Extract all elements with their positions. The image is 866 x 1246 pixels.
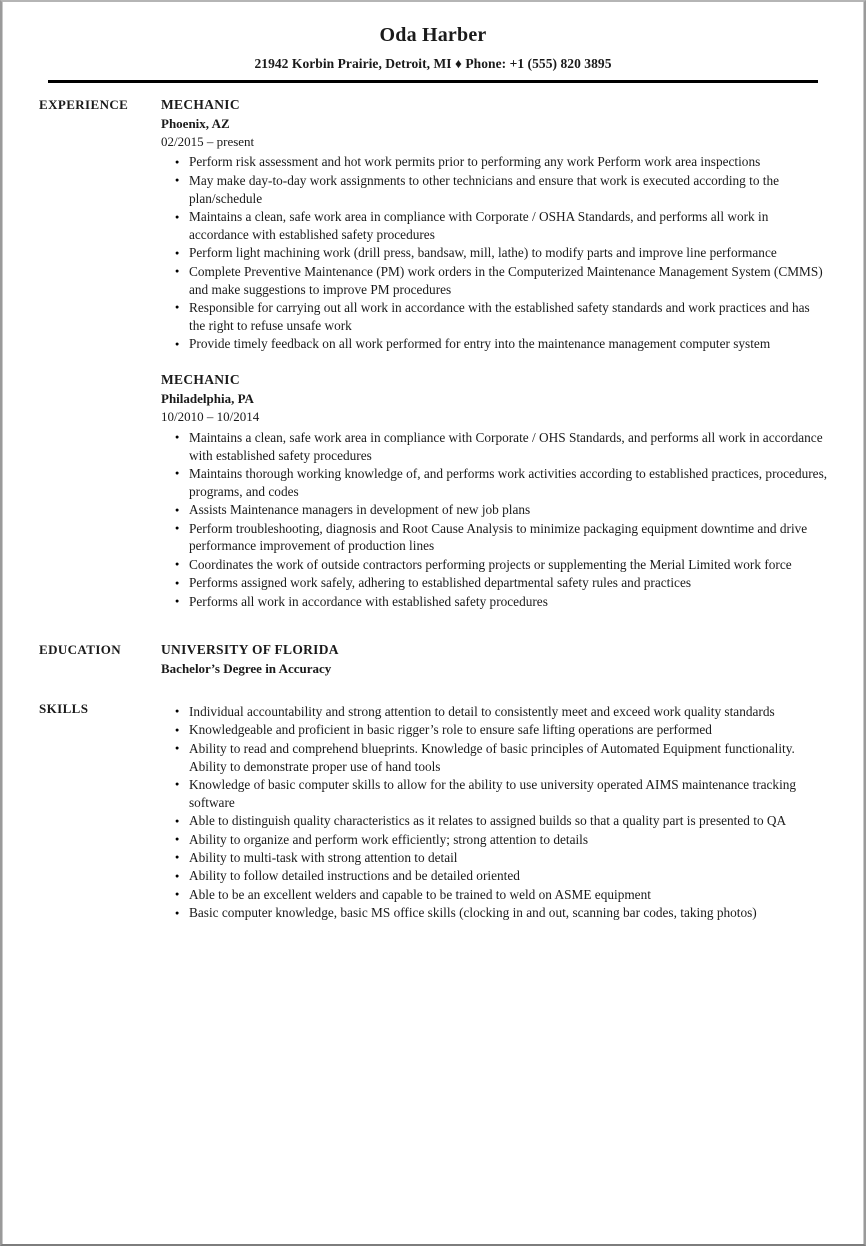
list-item: ● May make day-to-day work assignments to other technicians and ensure that work is executed according to the plan/schedule	[161, 172, 829, 208]
list-item: ● Perform risk assessment and hot work permits prior to performing any work Perform work area inspections	[161, 153, 829, 171]
candidate-name: Oda Harber	[379, 24, 487, 46]
list-item: ● Ability to multi-task with strong attention to detail	[161, 849, 829, 867]
resume-body	[3, 83, 863, 923]
education-school: UNIVERSITY OF FLORIDA	[161, 641, 339, 657]
job-location: Philadelphia, PA	[161, 391, 254, 407]
resume-header	[3, 2, 863, 83]
list-item: ● Maintains a clean, safe work area in compliance with Corporate / OHS Standards, and performs all work in accordance with established safety procedures	[161, 429, 829, 465]
skills-content	[161, 700, 863, 923]
list-item: ● Individual accountability and strong attention to detail to consistently meet and exceed work quality standards	[161, 703, 829, 721]
list-item: ● Provide timely feedback on all work performed for entry into the maintenance management computer system	[161, 335, 829, 353]
section-label-column	[3, 700, 161, 717]
list-item: ● Complete Preventive Maintenance (PM) work orders in the Computerized Maintenance Management System (CMMS) and make suggestions to improve PM procedures	[161, 263, 829, 299]
list-item: ● Assists Maintenance managers in development of new job plans	[161, 501, 829, 519]
section-label-skills: SKILLS	[39, 700, 89, 716]
list-item: ● Knowledge of basic computer skills to allow for the ability to use university operated AIMS maintenance tracking software	[161, 776, 829, 812]
list-item: ● Ability to follow detailed instructions and be detailed oriented	[161, 867, 829, 885]
job-responsibility-list	[161, 429, 829, 611]
experience-content	[161, 96, 863, 611]
education-degree: Bachelor’s Degree in Accuracy	[161, 661, 332, 677]
job-location: Phoenix, AZ	[161, 116, 230, 132]
job-responsibility-list	[161, 153, 829, 353]
job-entry	[161, 96, 829, 353]
list-item: ● Able to distinguish quality characteristics as it relates to assigned builds so that a quality part is presented to QA	[161, 812, 829, 830]
job-title: MECHANIC	[161, 372, 240, 388]
list-item: ● Ability to read and comprehend blueprints. Knowledge of basic principles of Automated Equipment functionality. Ability to demonstrate proper use of hand tools	[161, 740, 829, 776]
job-dates: 02/2015 – present	[161, 134, 255, 150]
list-item: ● Maintains a clean, safe work area in compliance with Corporate / OSHA Standards, and performs all work in accordance with established safety procedures	[161, 208, 829, 244]
section-label-column	[3, 641, 161, 658]
section-label-experience: EXPERIENCE	[39, 96, 129, 112]
list-item: ● Perform troubleshooting, diagnosis and Root Cause Analysis to minimize packaging equipment downtime and drive performance improvement of production lines	[161, 520, 829, 556]
job-entry	[161, 371, 829, 610]
skills-list	[161, 703, 829, 922]
list-item: ● Ability to organize and perform work efficiently; strong attention to details	[161, 831, 829, 849]
list-item: ● Maintains thorough working knowledge of, and performs work activities according to established practices, procedures, programs, and codes	[161, 465, 829, 501]
list-item: ● Performs assigned work safely, adhering to established departmental safety rules and practices	[161, 574, 829, 592]
resume-page-inner	[2, 2, 864, 1244]
list-item: ● Coordinates the work of outside contractors performing projects or supplementing the Merial Limited work force	[161, 556, 829, 574]
job-dates: 10/2010 – 10/2014	[161, 409, 260, 425]
education-content	[161, 641, 863, 678]
section-label-education: EDUCATION	[39, 641, 122, 657]
list-item: ● Performs all work in accordance with established safety procedures	[161, 593, 829, 611]
section-experience	[3, 96, 863, 611]
section-education	[3, 641, 863, 678]
list-item: ● Perform light machining work (drill press, bandsaw, mill, lathe) to modify parts and improve line performance	[161, 244, 829, 262]
section-skills	[3, 700, 863, 923]
section-label-column	[3, 96, 161, 113]
list-item: ● Basic computer knowledge, basic MS office skills (clocking in and out, scanning bar codes, taking photos)	[161, 904, 829, 922]
list-item: ● Responsible for carrying out all work in accordance with the established safety standards and work practices and has the right to refuse unsafe work	[161, 299, 829, 335]
list-item: ● Able to be an excellent welders and capable to be trained to weld on ASME equipment	[161, 886, 829, 904]
list-item: ● Knowledgeable and proficient in basic rigger’s role to ensure safe lifting operations are performed	[161, 721, 829, 739]
job-title: MECHANIC	[161, 96, 240, 112]
contact-line: 21942 Korbin Prairie, Detroit, MI ♦ Phone: +1 (555) 820 3895	[254, 56, 612, 71]
